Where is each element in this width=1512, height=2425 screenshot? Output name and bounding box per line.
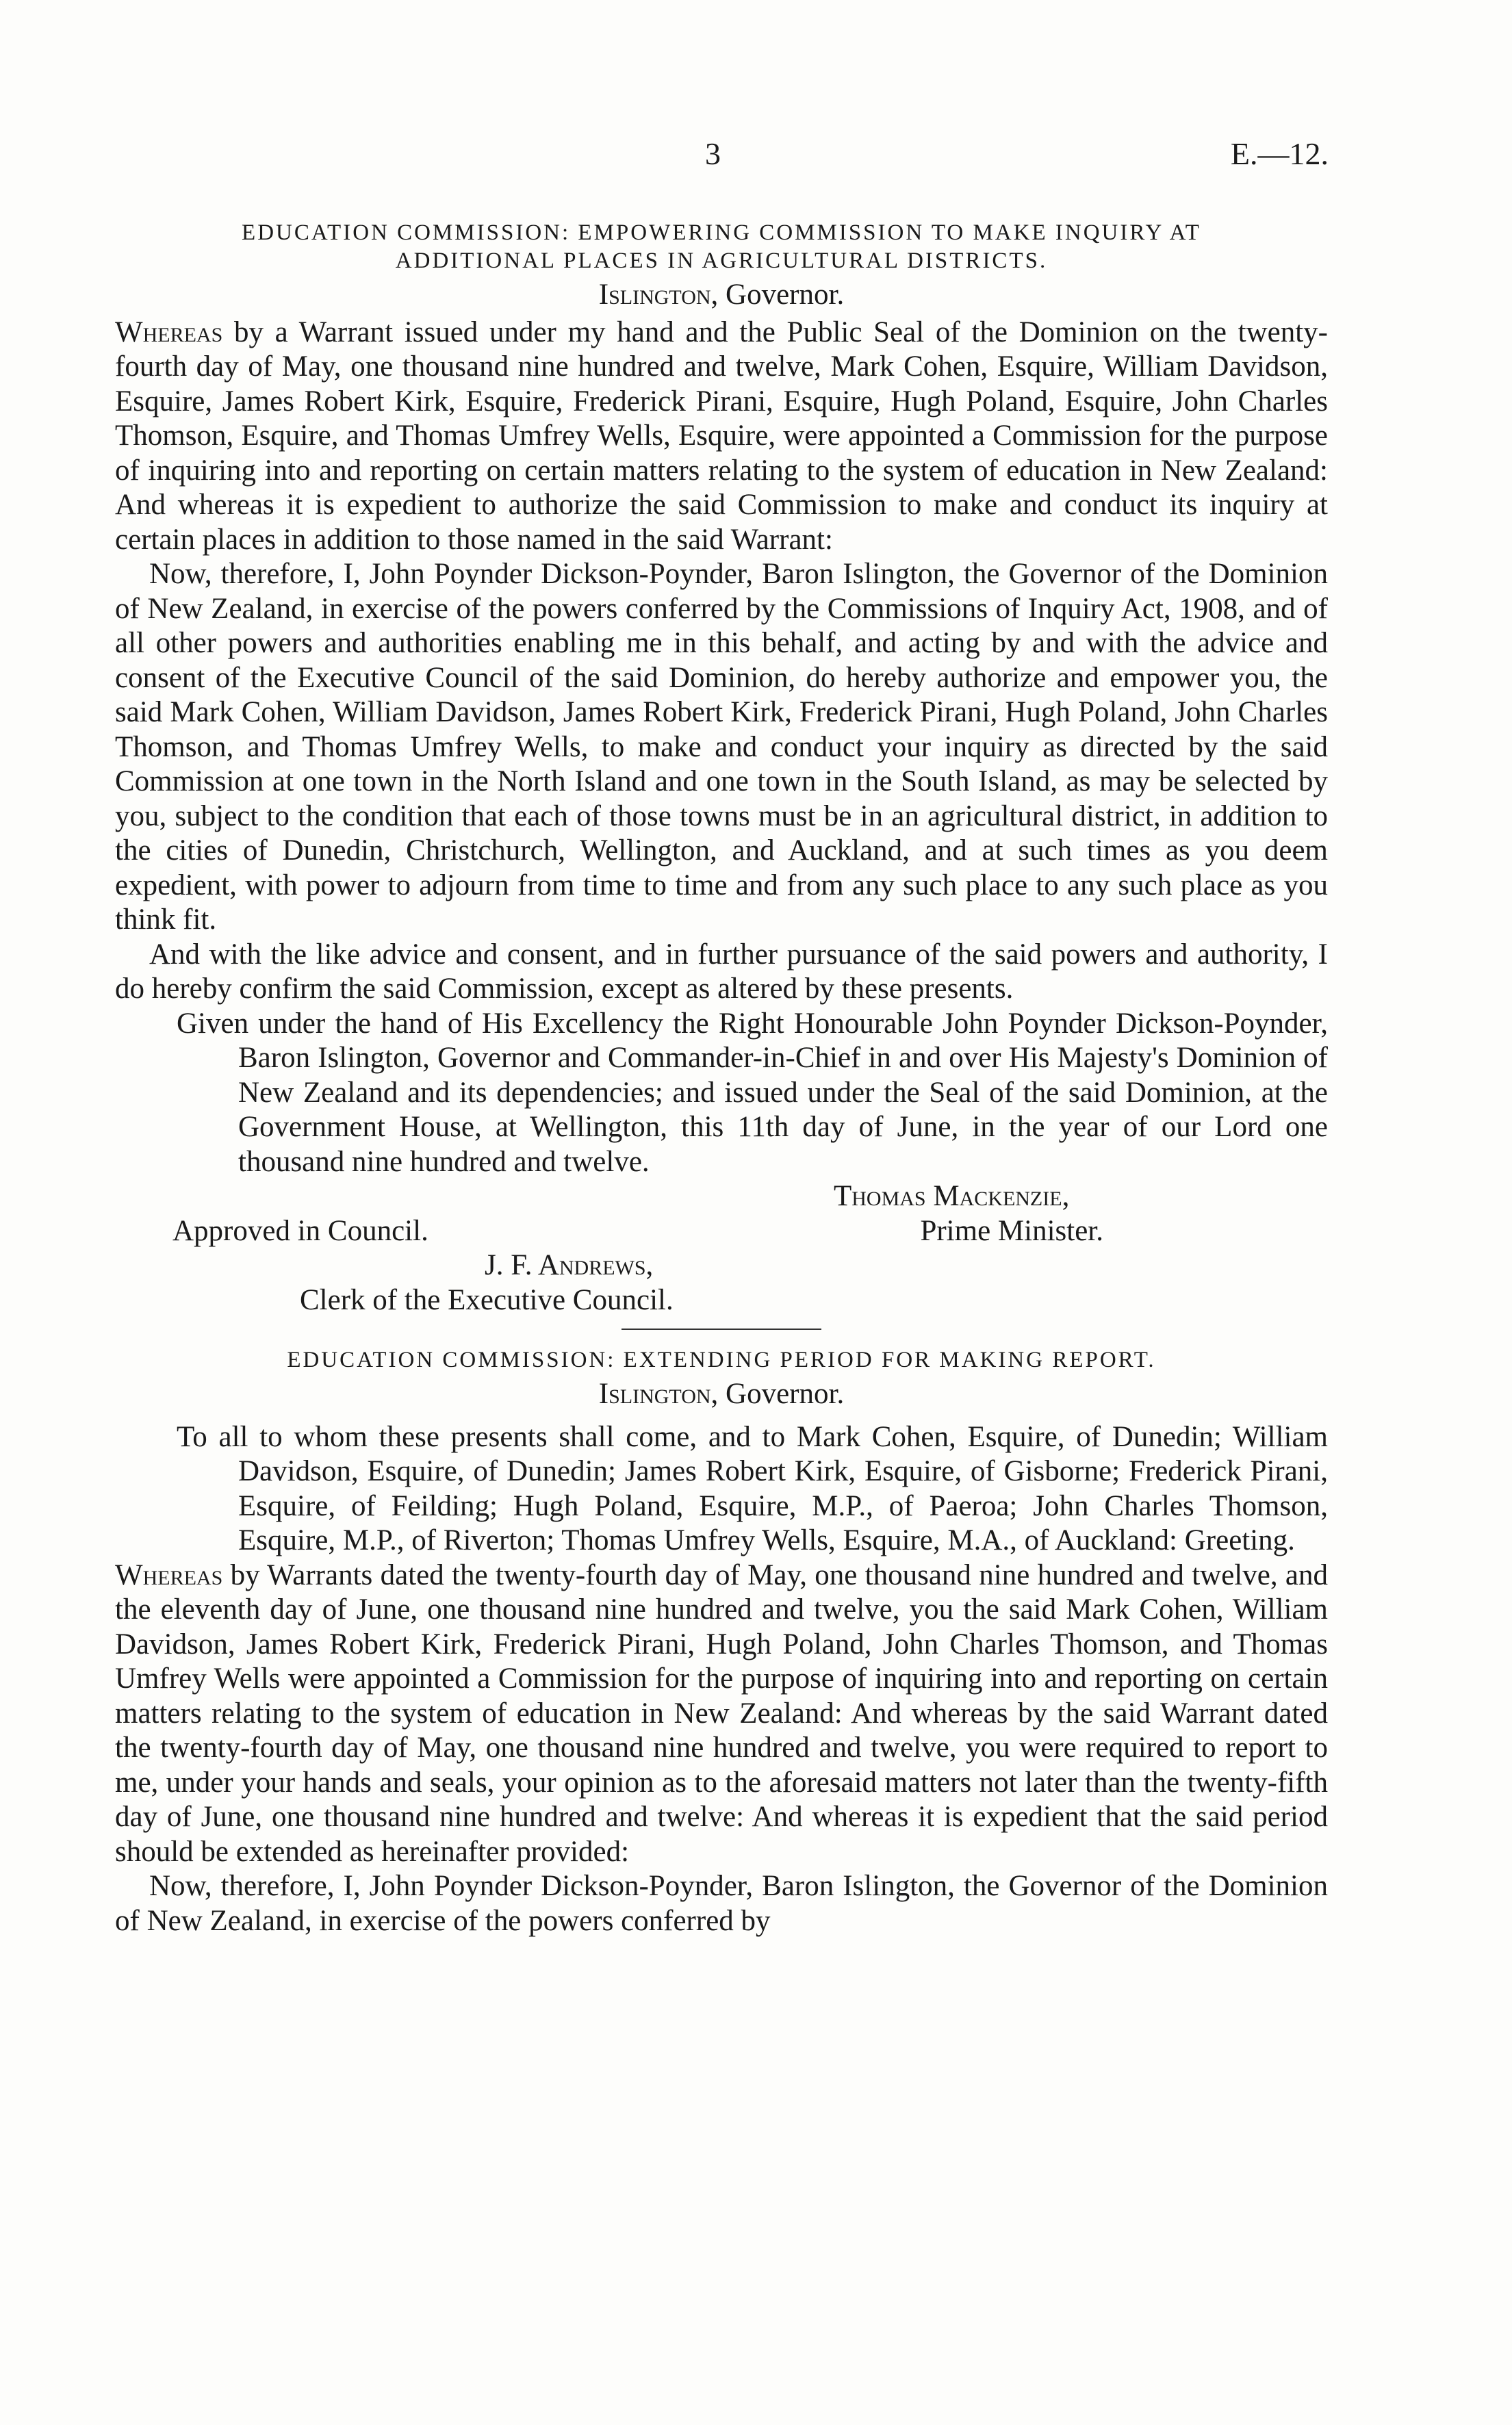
governor-title: , Governor.	[710, 279, 845, 311]
approval-row	[115, 1214, 1328, 1249]
section-empowering-commission	[115, 219, 1328, 1318]
clerk-name: J. F. Andrews,	[485, 1249, 654, 1281]
whereas-lead: Whereas	[115, 1558, 223, 1591]
signatory-name: Thomas Mackenzie,	[834, 1180, 1070, 1212]
section2-governor-line	[115, 1377, 1328, 1412]
whereas-text: by Warrants dated the twenty-fourth day of May, one thousand nine hundred and twelve, and the eleventh day of June, one thousand nine hundred and twelve, you the said Mark Cohen, William Davidson, James Robert Kirk, Frederick Pirani, Hugh Poland, John Charles Thomson, and Thomas Umfrey Wells were appointed a Commission for the purpose of inquiring into and reporting on certain matters relating to the system of education in New Zealand: And whereas by the said Warrant dated the twenty-fourth day of May, one thousand nine hundred and twelve, you were required to report to me, under your hands and seals, your opinion as to the aforesaid matters not later than the twenty-fifth day of June, one thousand nine hundred and twelve: And whereas it is expedient that the said period should be extended as hereinafter provided:	[115, 1558, 1328, 1868]
section-divider	[622, 1329, 821, 1330]
page-number: 3	[705, 136, 721, 171]
section2-address: To all to whom these presents shall come, and to Mark Cohen, Esquire, of Dunedin; William Davidson, Esquire, of Dunedin; James Robert Kirk, Esquire, of Gisborne; Frederick Pirani, Esquire, of Feilding; Hugh Poland, Esquire, M.P., of Paeroa; John Charles Thomson, Esquire, M.P., of Riverton; Thomas Umfrey Wells, Esquire, M.A., of Auckland: Greeting.	[177, 1420, 1328, 1556]
governor-name: Islington	[598, 1378, 711, 1410]
page-content	[115, 219, 1328, 1938]
approved-in-council: Approved in Council.	[172, 1214, 428, 1247]
section1-heading-line2: ADDITIONAL PLACES IN AGRICULTURAL DISTRICTS.	[395, 248, 1048, 273]
signatory-title: Prime Minister.	[920, 1214, 1103, 1247]
section2-paragraph-whereas	[115, 1558, 1328, 1870]
section-extending-period	[115, 1346, 1328, 1938]
section2-heading: EDUCATION COMMISSION: EXTENDING PERIOD FOR MAKING REPORT.	[287, 1348, 1156, 1372]
section1-given-under-hand: Given under the hand of His Excellency the Right Honourable John Poynder Dickson-Poynder, Baron Islington, Governor and Commander-in-Chief in and over His Majesty's Dominion of New Zealand and its dependencies; and issued under the Seal of the said Dominion, at the Government House, at Wellington, this 11th day of June, in the year of our Lord one thousand nine hundred and twelve.	[177, 1007, 1328, 1178]
section1-paragraph-whereas	[115, 316, 1328, 558]
section1-heading-line1: EDUCATION COMMISSION: EMPOWERING COMMISSION TO MAKE INQUIRY AT	[242, 220, 1201, 245]
section2-paragraph-now-therefore: Now, therefore, I, John Poynder Dickson-Poynder, Baron Islington, the Governor of the Dominion of New Zealand, in exercise of the powers conferred by	[115, 1870, 1328, 1937]
governor-title: , Governor.	[710, 1378, 845, 1410]
whereas-lead: Whereas	[115, 316, 223, 348]
section1-paragraph-confirm: And with the like advice and consent, and in further pursuance of the said powers and authority, I do hereby confirm the said Commission, except as altered by these presents.	[115, 938, 1328, 1005]
section1-paragraph-now-therefore: Now, therefore, I, John Poynder Dickson-Poynder, Baron Islington, the Governor of the Dominion of New Zealand, in exercise of the powers conferred by the Commissions of Inquiry Act, 1908, and of all other powers and authorities enabling me in this behalf, and acting by and with the advice and consent of the Executive Council of the said Dominion, do hereby authorize and empower you, the said Mark Cohen, William Davidson, James Robert Kirk, Frederick Pirani, Hugh Poland, John Charles Thomson, and Thomas Umfrey Wells, to make and conduct your inquiry as directed by the said Commission at one town in the North Island and one town in the South Island, as may be selected by you, subject to the condition that each of those towns must be in an agricultural district, in addition to the cities of Dunedin, Christchurch, Wellington, and Auckland, and at such times as you deem expedient, with power to adjourn from time to time and from any such place to any such place as you think fit.	[115, 558, 1328, 936]
governor-name: Islington	[598, 279, 711, 311]
document-reference: E.—12.	[1230, 136, 1329, 171]
whereas-text: by a Warrant issued under my hand and the Public Seal of the Dominion on the twenty-fourth day of May, one thousand nine hundred and twelve, Mark Cohen, Esquire, William Davidson, Esquire, James Robert Kirk, Esquire, Frederick Pirani, Esquire, Hugh Poland, Esquire, John Charles Thomson, Esquire, and Thomas Umfrey Wells, Esquire, were appointed a Commission for the purpose of inquiring into and reporting on certain matters relating to the system of education in New Zealand: And whereas it is expedient to authorize the said Commission to make and conduct its inquiry at certain places in addition to those named in the said Warrant:	[115, 316, 1328, 556]
section1-governor-line	[115, 278, 1328, 313]
clerk-title: Clerk of the Executive Council.	[300, 1283, 674, 1316]
